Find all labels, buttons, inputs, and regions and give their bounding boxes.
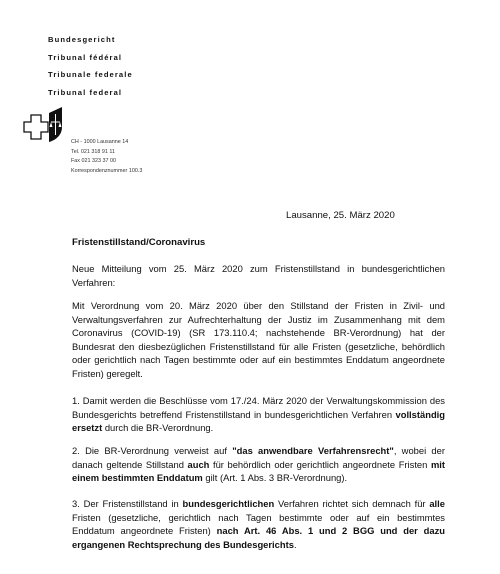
point-2-paragraph: [72, 444, 445, 485]
emphasis-text: mit einem bestimmten Enddatum: [72, 458, 445, 484]
text-run: gilt (Art. 1 Abs. 3 BR-Verordnung).: [202, 472, 348, 484]
text-run: , wobei der danach geltende Stillstand: [72, 445, 445, 470]
text-run: Fristen (gesetzliche, gerichtlich nach Tagen bestimmte oder auf ein bestimmtes Enddatum angeordnete Fristen): [72, 511, 445, 537]
address-line: Tel. 021 318 91 11: [71, 148, 115, 155]
court-address: [71, 138, 142, 176]
emphasis-text: alle: [429, 498, 445, 509]
emphasis-text: nach Art. 46 Abs. 1 und 2 BGG und der dazu ergangenen Rechtsprechung des Bundesgerichts: [72, 525, 445, 550]
text-run: 3. Der Fristenstillstand in: [72, 498, 183, 509]
text-run: 2. Die BR-Verordnung verweist auf: [72, 445, 233, 456]
court-name-de: Bundesgericht: [48, 35, 116, 44]
subject-heading: Fristenstillstand/Coronavirus: [72, 237, 206, 248]
court-name-rm: Tribunal federal: [48, 87, 123, 97]
text-run: für behördlich oder gerichtlich angeordnete Fristen: [209, 458, 431, 470]
text-run: Verfahren richtet sich demnach für: [274, 498, 430, 509]
court-name-it: Tribunale federale: [48, 70, 133, 79]
court-emblem-icon: [20, 104, 68, 146]
intro-paragraph: Neue Mitteilung vom 25. März 2020 zum Fristenstillstand in bundesgerichtlichen Verfahren:: [72, 263, 445, 288]
text-run: durch die BR-Verordnung.: [102, 422, 214, 434]
address-line: CH - 1000 Lausanne 14: [71, 139, 129, 145]
emphasis-text: auch: [187, 458, 210, 470]
point-1-paragraph: [72, 394, 445, 435]
address-line: Fax 021 323 37 00: [71, 158, 116, 165]
emphasis-text: bundesgerichtlichen: [182, 498, 275, 509]
address-line: Korrespondenznummer 100.3: [71, 167, 143, 174]
point-3-paragraph: [72, 497, 445, 551]
court-name-fr: Tribunal fédéral: [48, 52, 123, 62]
emphasis-text: vollständig ersetzt: [72, 408, 445, 434]
ordinance-paragraph: Mit Verordnung vom 20. März 2020 über den Stillstand der Fristen in Zivil- und Verwaltungsverfahren zur Aufrechterhaltung der Justiz im Zusammenhang mit dem Coronavirus (COVID-19) (SR 173.110.4; nachstehende BR-Verordnung) hat der Bundesrat den diesbezüglichen Fristenstillstand für alle Fristen (gesetzliche, behördlich oder gerichtlich nach Tagen bestimmte oder auf ein bestimmtes Enddatum angeordnete Fristen) geregelt.: [72, 300, 445, 379]
date-line: Lausanne, 25. März 2020: [286, 210, 395, 221]
court-names: [48, 31, 133, 101]
text-run: 1. Damit werden die Beschlüsse vom 17./24. März 2020 der Verwaltungskommission des Bundesgerichts betreffend Fristenstillstand in bundesgerichtlichen Verfahren: [72, 395, 445, 420]
emphasis-text: "das anwendbare Verfahrensrecht": [232, 445, 394, 456]
text-run: .: [293, 538, 297, 550]
